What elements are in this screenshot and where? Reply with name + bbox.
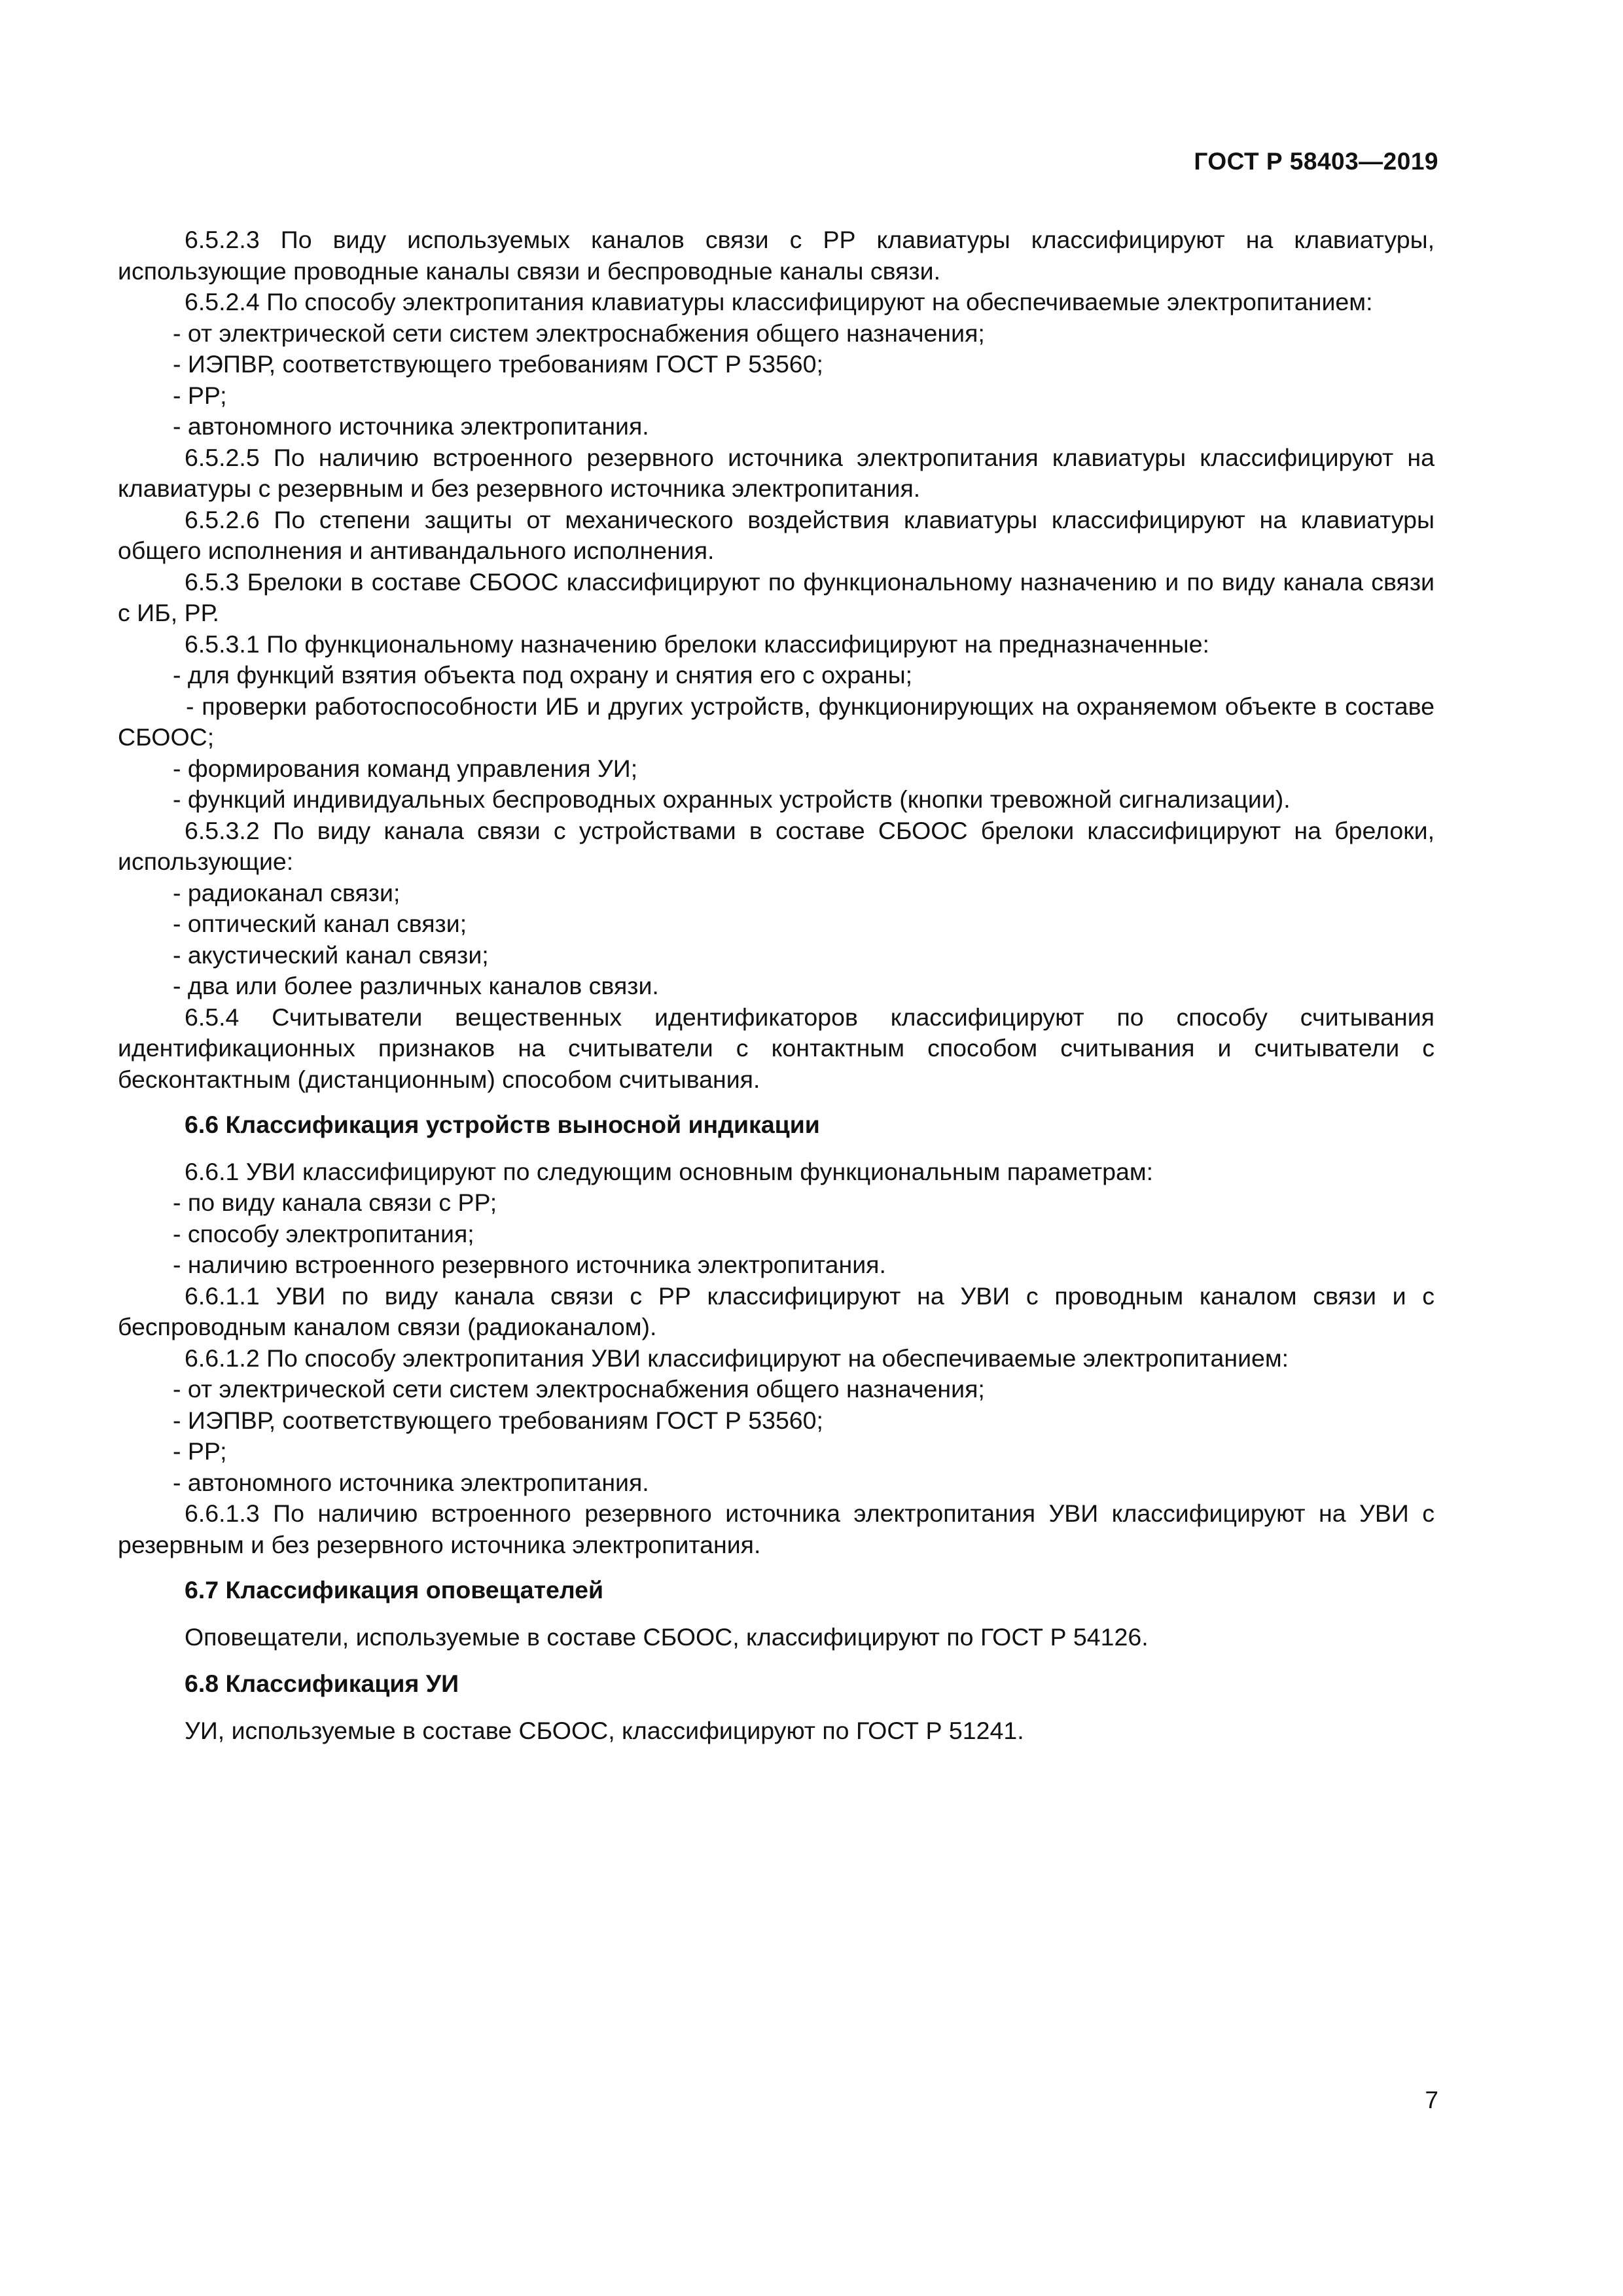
paragraph-6-5-4: 6.5.4 Считыватели вещественных идентификаторов классифицируют по способу считывания идентификационных признаков на считыватели с контактным способом считывания и считыватели с бесконтактным (дистанционным) способом считывания. xyxy=(118,1003,1435,1093)
paragraph-6-5-3-2: 6.5.3.2 По виду канала связи с устройствами в составе СБООС брелоки классифицируют на брелоки, использующие: xyxy=(118,816,1435,875)
section-heading-6-7: 6.7 Классификация оповещателей xyxy=(185,1576,604,1604)
paragraph-6-6-1: 6.6.1 УВИ классифицируют по следующим основным функциональным параметрам: xyxy=(185,1157,1154,1185)
list-item: - оптический канал связи; xyxy=(173,910,467,937)
list-item: - автономного источника электропитания. xyxy=(173,1468,649,1496)
list-item: - функций индивидуальных беспроводных охранных устройств (кнопки тревожной сигнализации). xyxy=(173,785,1291,813)
list-item: - ИЭПВР, соответствующего требованиям ГОСТ Р 53560; xyxy=(173,1406,823,1434)
list-item: - проверки работоспособности ИБ и других устройств, функционирующих на охраняемом объекте в составе СБООС; xyxy=(118,692,1435,751)
list-item: - для функций взятия объекта под охрану и снятия его с охраны; xyxy=(173,661,913,689)
list-item: - два или более различных каналов связи. xyxy=(173,972,659,999)
paragraph-6-7: Оповещатели, используемые в составе СБООС, классифицируют по ГОСТ Р 54126. xyxy=(185,1623,1149,1651)
paragraph-6-6-1-2: 6.6.1.2 По способу электропитания УВИ классифицируют на обеспечиваемые электропитанием: xyxy=(185,1344,1289,1372)
list-item: - способу электропитания; xyxy=(173,1219,474,1247)
list-item: - радиоканал связи; xyxy=(173,878,401,906)
list-item: - автономного источника электропитания. xyxy=(173,412,649,440)
page-number: 7 xyxy=(1425,2087,1438,2113)
list-item: - ИЭПВР, соответствующего требованиям ГОСТ Р 53560; xyxy=(173,350,823,378)
list-item: - акустический канал связи; xyxy=(173,941,489,969)
document-header: ГОСТ Р 58403—2019 xyxy=(1194,148,1438,175)
paragraph-6-8: УИ, используемые в составе СБООС, классифицируют по ГОСТ Р 51241. xyxy=(185,1716,1024,1744)
list-item: - наличию встроенного резервного источника электропитания. xyxy=(173,1251,886,1278)
list-item: - РР; xyxy=(173,1437,227,1465)
paragraph-6-5-2-3: 6.5.2.3 По виду используемых каналов связи с РР клавиатуры классифицируют на клавиатуры, использующие проводные каналы связи и беспроводные каналы связи. xyxy=(118,226,1435,285)
section-heading-6-6: 6.6 Классификация устройств выносной индикации xyxy=(185,1111,820,1138)
paragraph-6-5-2-4: 6.5.2.4 По способу электропитания клавиатуры классифицируют на обеспечиваемые электропитанием: xyxy=(185,288,1373,315)
list-item: - РР; xyxy=(173,381,227,409)
list-item: - от электрической сети систем электроснабжения общего назначения; xyxy=(173,319,985,347)
document-body xyxy=(118,224,1435,1746)
paragraph-6-6-1-3: 6.6.1.3 По наличию встроенного резервного источника электропитания УВИ классифицируют на УВИ с резервным и без резервного источника электропитания. xyxy=(118,1499,1435,1558)
paragraph-6-6-1-1: 6.6.1.1 УВИ по виду канала связи с РР классифицируют на УВИ с проводным каналом связи и с беспроводным каналом связи (радиоканалом). xyxy=(118,1282,1435,1340)
list-item: - формирования команд управления УИ; xyxy=(173,754,638,782)
paragraph-6-5-3: 6.5.3 Брелоки в составе СБООС классифицируют по функциональному назначению и по виду канала связи с ИБ, РР. xyxy=(118,567,1435,626)
paragraph-6-5-2-6: 6.5.2.6 По степени защиты от механического воздействия клавиатуры классифицируют на клавиатуры общего исполнения и антивандального исполнения. xyxy=(118,505,1435,564)
section-heading-6-8: 6.8 Классификация УИ xyxy=(185,1670,459,1697)
paragraph-6-5-3-1: 6.5.3.1 По функциональному назначению брелоки классифицируют на предназначенные: xyxy=(185,630,1209,658)
list-item: - по виду канала связи с РР; xyxy=(173,1189,497,1216)
paragraph-6-5-2-5: 6.5.2.5 По наличию встроенного резервного источника электропитания клавиатуры классифицируют на клавиатуры с резервным и без резервного источника электропитания. xyxy=(118,443,1435,502)
list-item: - от электрической сети систем электроснабжения общего назначения; xyxy=(173,1375,985,1403)
